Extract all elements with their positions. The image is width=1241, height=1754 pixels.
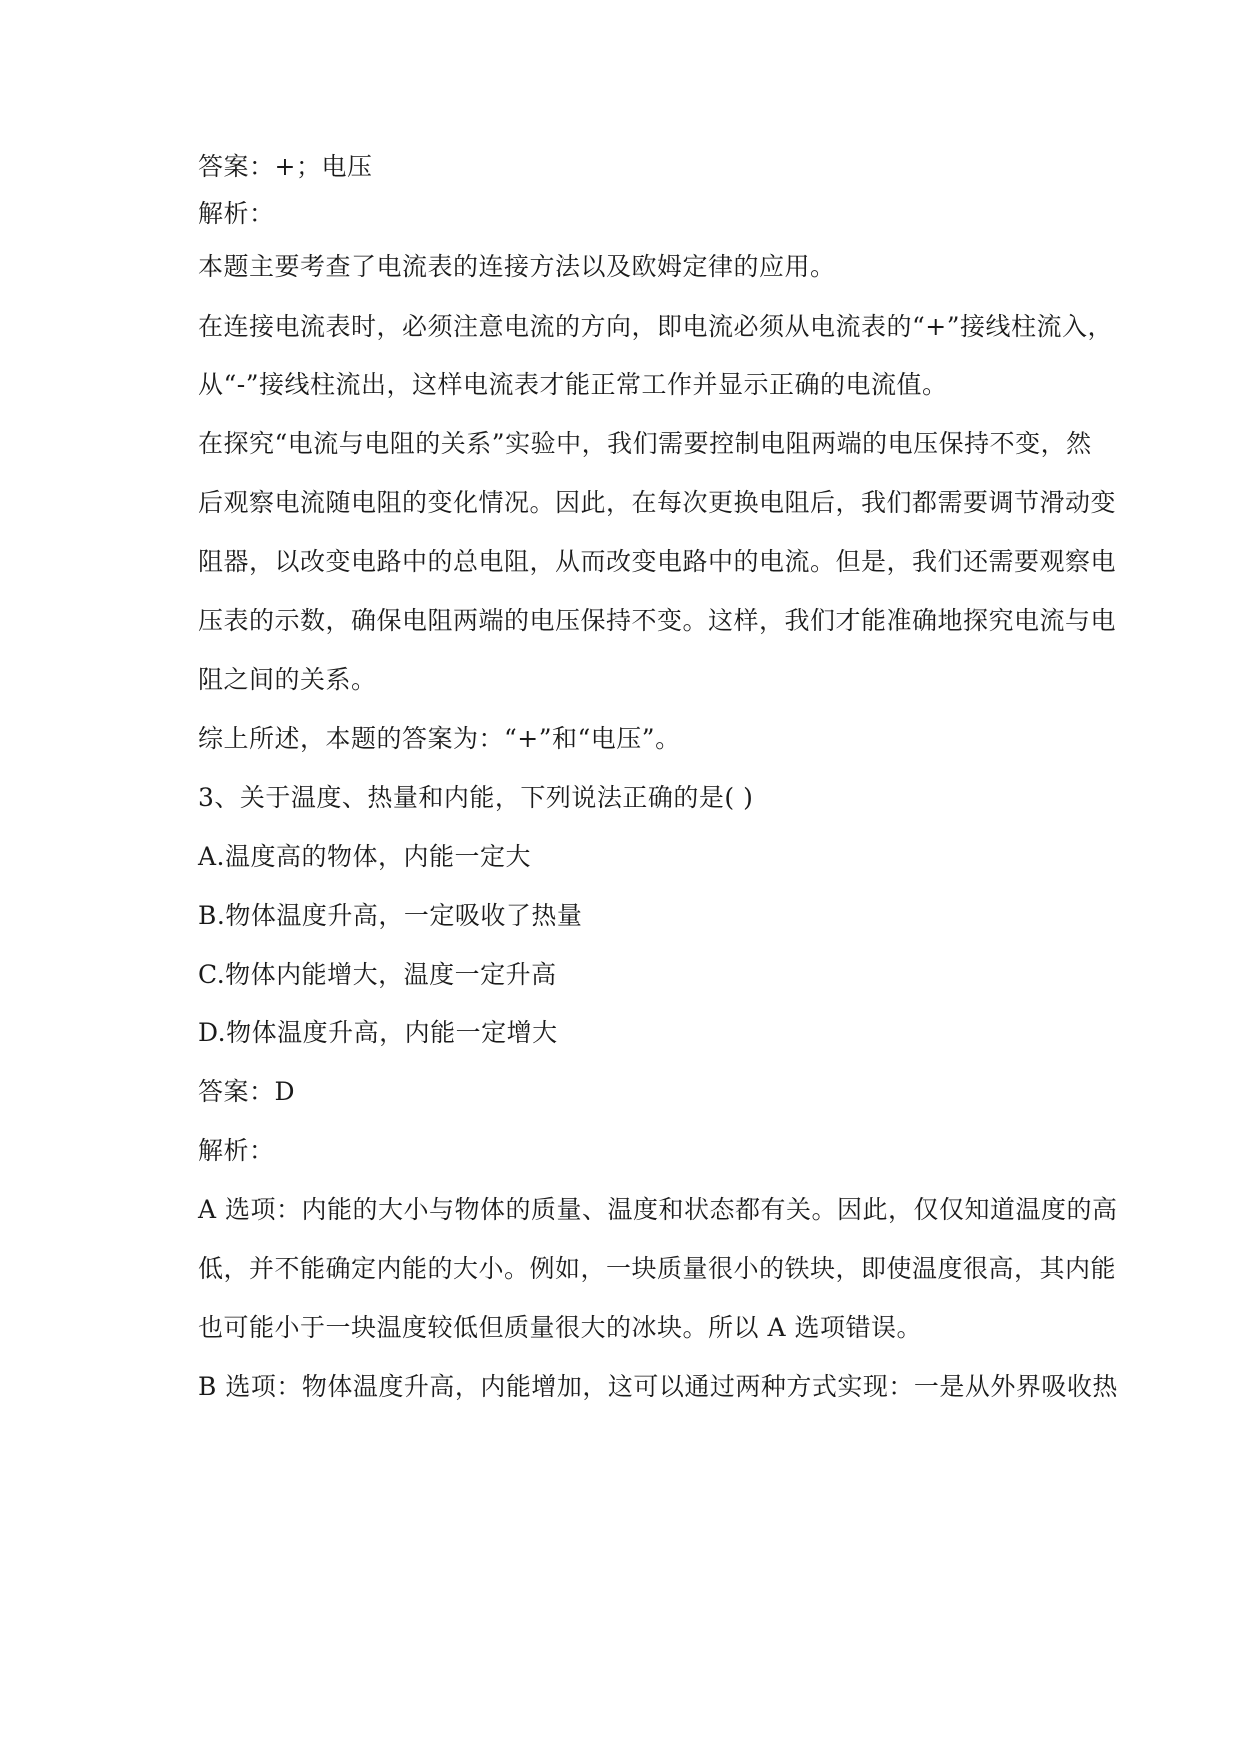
paragraph-line: 从“-”接线柱流出，这样电流表才能正常工作并显示正确的电流值。 (198, 370, 948, 399)
option-a: A.温度高的物体，内能一定大 (198, 842, 532, 871)
option-d: D.物体温度升高，内能一定增大 (198, 1018, 558, 1047)
analysis-heading: 解析： (198, 199, 275, 228)
paragraph-line: A 选项：内能的大小与物体的质量、温度和状态都有关。因此，仅仅知道温度的高 (198, 1195, 1118, 1224)
paragraph-line: 本题主要考查了电流表的连接方法以及欧姆定律的应用。 (198, 252, 836, 281)
answer-line: 答案：D (198, 1077, 296, 1106)
paragraph-line: 也可能小于一块温度较低但质量很大的冰块。所以 A 选项错误。 (198, 1313, 922, 1342)
option-b: B.物体温度升高，一定吸收了热量 (198, 901, 583, 930)
paragraph-line: 压表的示数，确保电阻两端的电压保持不变。这样，我们才能准确地探究电流与电 (198, 606, 1117, 635)
paragraph-line: 阻器，以改变电路中的总电阻，从而改变电路中的电流。但是，我们还需要观察电 (198, 547, 1117, 576)
paragraph-line: 后观察电流随电阻的变化情况。因此，在每次更换电阻后，我们都需要调节滑动变 (198, 488, 1117, 517)
paragraph-line: 在连接电流表时，必须注意电流的方向，即电流必须从电流表的“+”接线柱流入， (198, 312, 1114, 341)
option-c: C.物体内能增大，温度一定升高 (198, 960, 557, 989)
summary-line: 综上所述，本题的答案为：“+”和“电压”。 (198, 724, 681, 753)
paragraph-line: 在探究“电流与电阻的关系”实验中，我们需要控制电阻两端的电压保持不变，然 (198, 429, 1092, 458)
paragraph-line: 低，并不能确定内能的大小。例如，一块质量很小的铁块，即使温度很高，其内能 (198, 1254, 1117, 1283)
question-stem: 3、关于温度、热量和内能，下列说法正确的是( ) (198, 783, 754, 812)
answer-line: 答案：+；电压 (198, 152, 373, 181)
paragraph-line: 阻之间的关系。 (198, 665, 377, 694)
paragraph-line: B 选项：物体温度升高，内能增加，这可以通过两种方式实现：一是从外界吸收热 (198, 1372, 1118, 1401)
analysis-heading: 解析： (198, 1136, 275, 1165)
